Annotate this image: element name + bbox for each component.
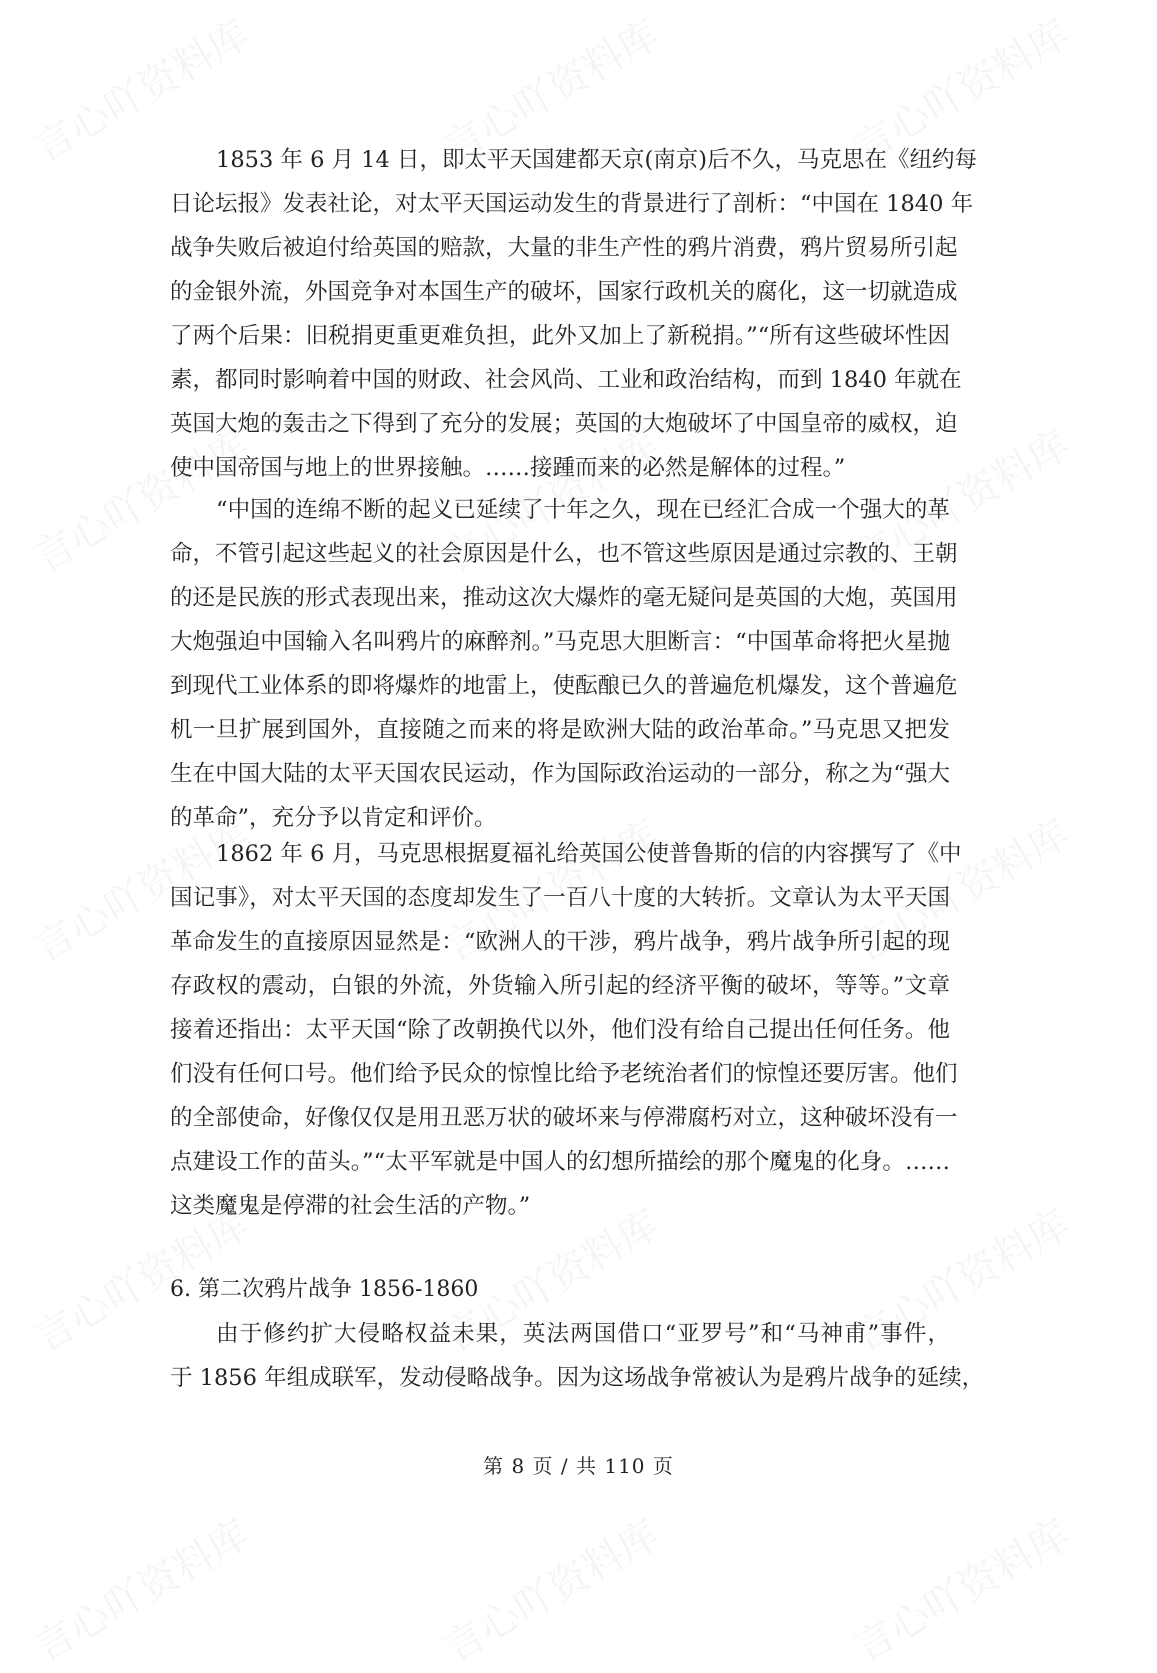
paragraph-2 <box>170 488 958 840</box>
text-line: 的全部使命，好像仅仅是用丑恶万状的破坏来与停滞腐朽对立，这种破坏没有一 <box>170 1105 958 1131</box>
text-line: 的革命”，充分予以肯定和评价。 <box>170 805 497 831</box>
text-line: 这类魔鬼是停滞的社会生活的产物。” <box>170 1193 531 1219</box>
text-line: 的还是民族的形式表现出来，推动这次大爆炸的毫无疑问是英国的大炮，英国用 <box>170 585 958 611</box>
text-line: 们没有任何口号。他们给予民众的惊惶比给予老统治者们的惊惶还要厉害。他们 <box>170 1061 958 1087</box>
text-line: 大炮强迫中国输入名叫鸦片的麻醉剂。”马克思大胆断言：“中国革命将把火星抛 <box>170 629 950 655</box>
text-line: 生在中国大陆的太平天国农民运动，作为国际政治运动的一部分，称之为“强大 <box>170 761 950 787</box>
watermark-text <box>842 1504 1078 1673</box>
text-line: 素，都同时影响着中国的财政、社会风尚、工业和政治结构，而到 1840 年就在 <box>170 367 962 393</box>
page-footer: 第 8 页 / 共 110 页 <box>483 1454 674 1478</box>
section-paragraph <box>170 1312 985 1400</box>
text-line: 1862 年 6 月，马克思根据夏福礼给英国公使普鲁斯的信的内容撰写了《中 <box>216 841 962 867</box>
text-line: 英国大炮的轰击之下得到了充分的发展；英国的大炮破坏了中国皇帝的威权，迫 <box>170 411 958 437</box>
text-line: 战争失败后被迫付给英国的赔款，大量的非生产性的鸦片消费，鸦片贸易所引起 <box>170 235 958 261</box>
paragraph-3 <box>170 832 962 1228</box>
text-line: 命，不管引起这些起义的社会原因是什么，也不管这些原因是通过宗教的、王朝 <box>170 541 958 567</box>
text-line: 了两个后果：旧税捐更重更难负担，此外又加上了新税捐。”“所有这些破坏性因 <box>170 323 950 349</box>
text-line: 机一旦扩展到国外，直接随之而来的将是欧洲大陆的政治革命。”马克思又把发 <box>170 717 950 743</box>
watermark-text <box>22 1504 258 1673</box>
text-line: 革命发生的直接原因显然是：“欧洲人的干涉，鸦片战争，鸦片战争所引起的现 <box>170 929 950 955</box>
text-line: 接着还指出：太平天国“除了改朝换代以外，他们没有给自己提出任何任务。他 <box>170 1017 950 1043</box>
text-line: “中国的连绵不断的起义已延续了十年之久，现在已经汇合成一个强大的革 <box>216 497 950 523</box>
section-heading: 6. 第二次鸦片战争 1856-1860 <box>170 1277 479 1302</box>
text-line: 国记事》，对太平天国的态度却发生了一百八十度的大转折。文章认为太平天国 <box>170 885 950 911</box>
text-line: 的金银外流，外国竞争对本国生产的破坏，国家行政机关的腐化，这一切就造成 <box>170 279 958 305</box>
watermark-text <box>432 1504 668 1673</box>
text-line: 于 1856 年组成联军，发动侵略战争。因为这场战争常被认为是鸦片战争的延续， <box>170 1365 985 1391</box>
text-line: 存政权的震动，白银的外流，外货输入所引起的经济平衡的破坏，等等。”文章 <box>170 973 950 999</box>
text-line: 到现代工业体系的即将爆炸的地雷上，使酝酿已久的普遍危机爆发，这个普遍危 <box>170 673 958 699</box>
text-line: 由于修约扩大侵略权益未果，英法两国借口“亚罗号”和“马神甫”事件， <box>216 1321 950 1347</box>
text-line: 点建设工作的苗头。”“太平军就是中国人的幻想所描绘的那个魔鬼的化身。…… <box>170 1149 950 1175</box>
text-line: 日论坛报》发表社论，对太平天国运动发生的背景进行了剖析：“中国在 1840 年 <box>170 191 974 217</box>
text-line: 使中国帝国与地上的世界接触。……接踵而来的必然是解体的过程。” <box>170 455 846 481</box>
paragraph-1 <box>170 138 978 490</box>
text-line: 1853 年 6 月 14 日，即太平天国建都天京(南京)后不久，马克思在《纽约每 <box>216 147 978 173</box>
